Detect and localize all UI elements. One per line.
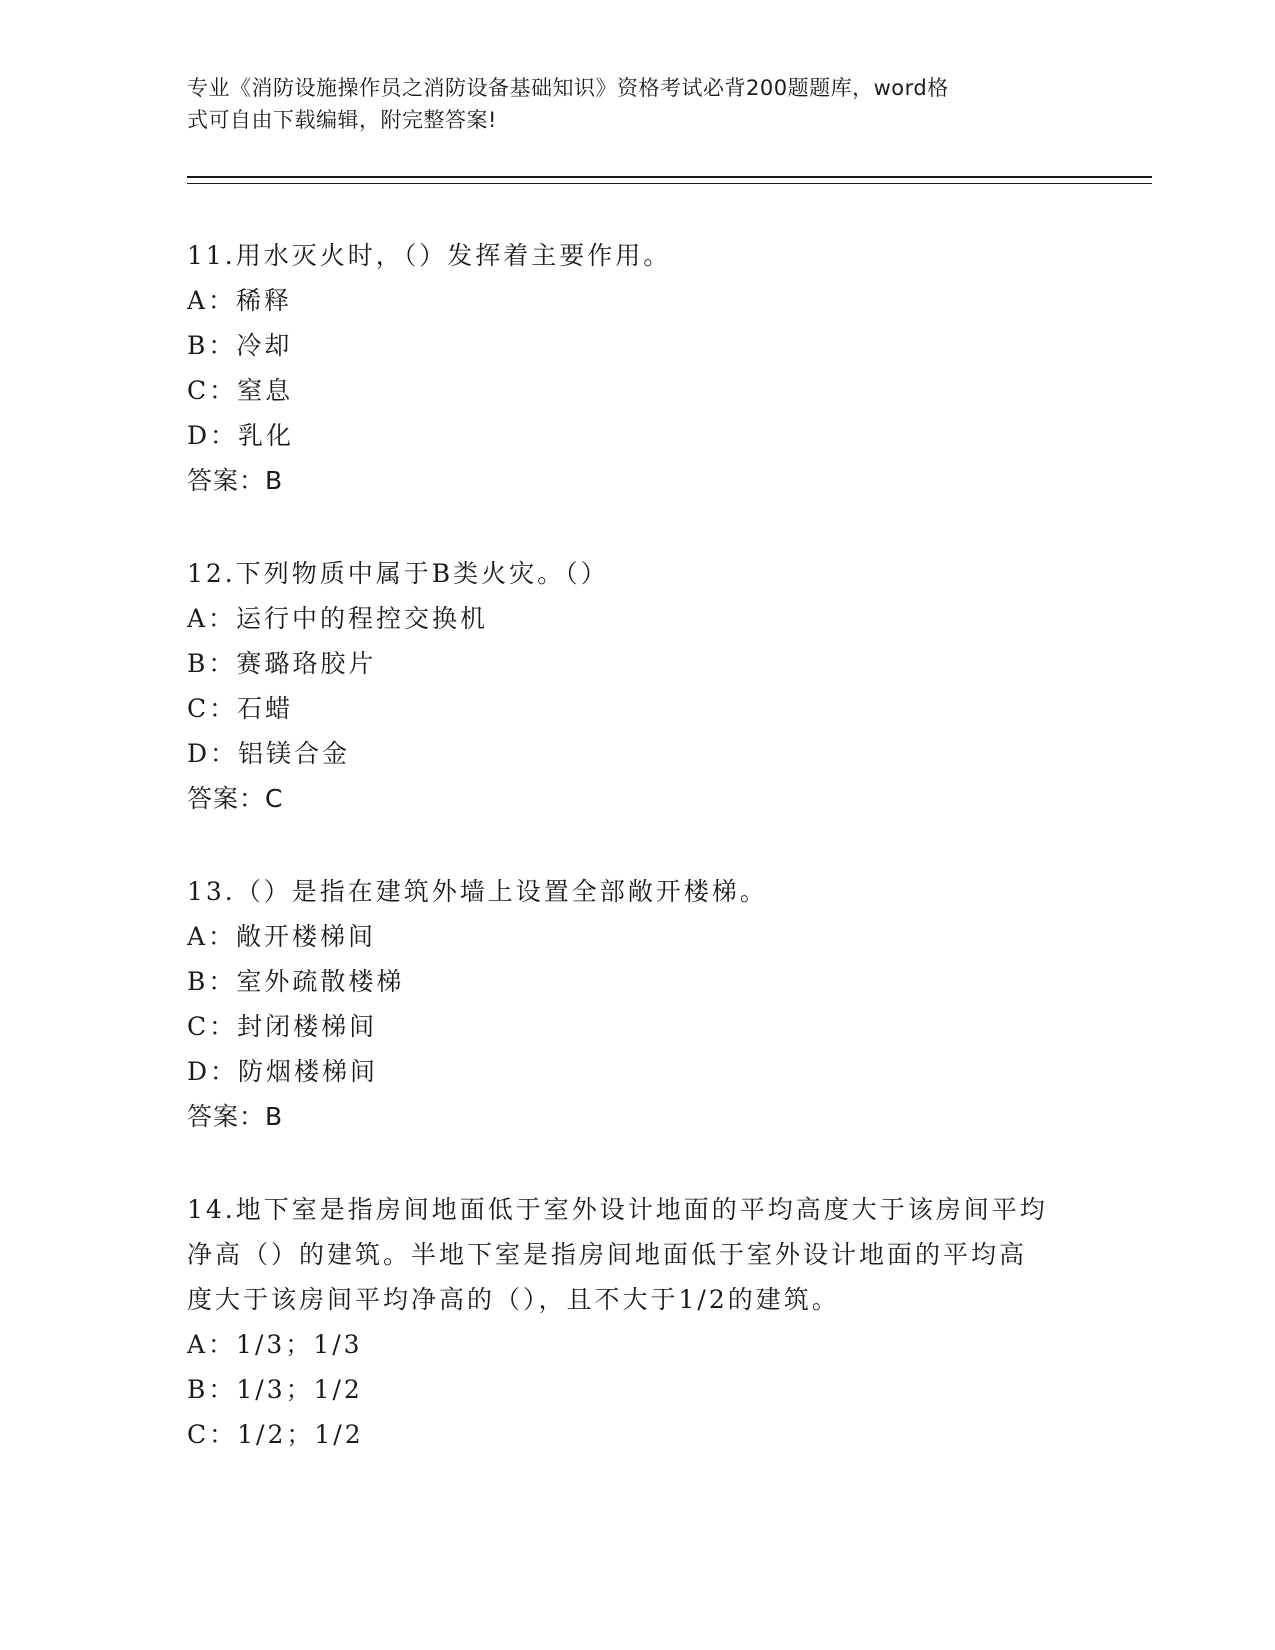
document-header bbox=[187, 72, 1067, 136]
option-b: B：室外疏散楼梯 bbox=[187, 967, 405, 996]
option-c: C：1/2；1/2 bbox=[187, 1420, 364, 1449]
header-line-1: 专业《消防设施操作员之消防设备基础知识》资格考试必背200题题库，word格 bbox=[187, 76, 949, 100]
option-c: C：窒息 bbox=[187, 376, 294, 405]
option-b: B：赛璐珞胶片 bbox=[187, 649, 377, 678]
option-d: D：铝镁合金 bbox=[187, 739, 351, 768]
answer: 答案：C bbox=[187, 784, 284, 813]
question-stem: 11.用水灭火时，（）发挥着主要作用。 bbox=[187, 241, 672, 270]
option-a: A：稀释 bbox=[187, 286, 293, 315]
answer: 答案：B bbox=[187, 466, 284, 495]
question-stem-line-3: 度大于该房间平均净高的（），且不大于1/2的建筑。 bbox=[187, 1285, 840, 1314]
option-b: B：冷却 bbox=[187, 331, 293, 360]
question-stem-line-2: 净高（）的建筑。半地下室是指房间地面低于室外设计地面的平均高 bbox=[187, 1240, 1028, 1269]
answer: 答案：B bbox=[187, 1102, 284, 1131]
question-13 bbox=[187, 869, 1087, 1139]
question-11 bbox=[187, 233, 1087, 503]
option-b: B：1/3；1/2 bbox=[187, 1375, 363, 1404]
option-c: C：石蜡 bbox=[187, 694, 294, 723]
header-divider bbox=[187, 176, 1152, 184]
option-d: D：防烟楼梯间 bbox=[187, 1057, 379, 1086]
question-12 bbox=[187, 551, 1087, 821]
option-a: A：运行中的程控交换机 bbox=[187, 604, 489, 633]
option-c: C：封闭楼梯间 bbox=[187, 1012, 378, 1041]
option-a: A：敞开楼梯间 bbox=[187, 922, 377, 951]
option-a: A：1/3；1/3 bbox=[187, 1330, 363, 1359]
question-stem-line-1: 14.地下室是指房间地面低于室外设计地面的平均高度大于该房间平均 bbox=[187, 1195, 1048, 1224]
question-stem: 12.下列物质中属于B类火灾。（） bbox=[187, 559, 609, 588]
question-14 bbox=[187, 1187, 1087, 1457]
header-line-2: 式可自由下载编辑，附完整答案! bbox=[187, 108, 497, 132]
question-stem: 13.（）是指在建筑外墙上设置全部敞开楼梯。 bbox=[187, 877, 768, 906]
option-d: D：乳化 bbox=[187, 421, 295, 450]
